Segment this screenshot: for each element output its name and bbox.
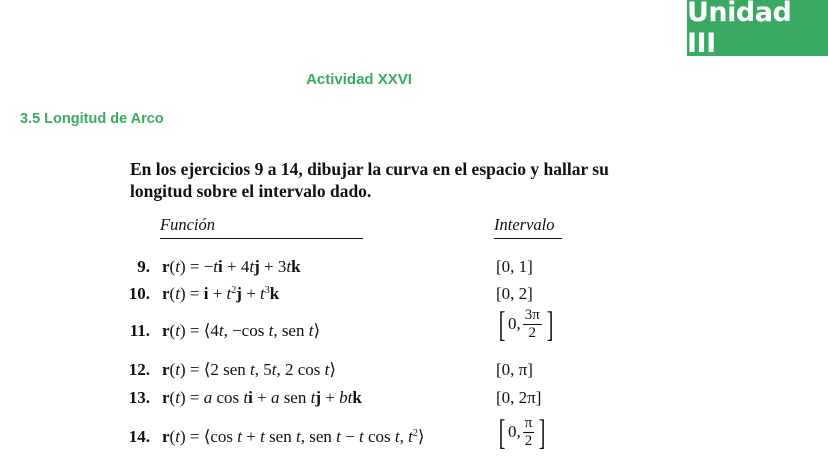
exercise-function: r(t) = −ti + 4tj + 3tk: [162, 257, 301, 276]
exercise-function: r(t) = ⟨cos t + t sen t, sen t − t cos t, $t^2⟩$: [162, 427, 425, 446]
section-title: 3.5 Longitud de Arco: [20, 111, 164, 127]
interval-denominator: 2: [524, 432, 533, 449]
exercise-interval: [ 0, $\frac{\pi}{2}$ ]: [498, 412, 546, 452]
exercise-number: 9.: [137, 257, 150, 276]
exercise-number: 13.: [128, 388, 150, 407]
interval-denominator: 2: [528, 324, 537, 341]
exercise-interval: [0, 2]: [496, 284, 533, 303]
exercise-function: r(t) = a cos ti + a sen tj + btk: [162, 388, 362, 407]
exercise-instructions: En los ejercicios 9 a 14, dibujar la curva en el espacio y hallar su longitud sobre el intervalo dado.: [130, 159, 609, 201]
exercise-function: $r(t) = i + t^2j + t^3k$: [162, 284, 280, 303]
unit-label: Unidad III: [687, 0, 792, 59]
exercise-number: 12.: [128, 360, 150, 379]
exercise-number: 11.: [129, 321, 150, 340]
exercise-interval: [ 0, $\frac{3\pi}{2}$ ]: [498, 304, 554, 344]
unit-badge: [687, 0, 828, 59]
exercise-function: r(t) = ⟨2 sen t, 5t, 2 cos t⟩: [162, 360, 337, 379]
interval-numerator: 3π: [524, 306, 540, 323]
exercise-interval: [0, 1]: [496, 257, 533, 276]
exercise-number: 10.: [128, 284, 150, 303]
activity-title: Actividad XXVI: [306, 71, 412, 88]
interval-numerator: π: [524, 414, 533, 431]
exercise-function: r(t) = ⟨4t, −cos t, sen t⟩: [162, 321, 321, 340]
exercise-interval: [0, 2π]: [496, 388, 542, 407]
exercise-interval: [0, π]: [496, 360, 533, 379]
function-column-header: Función: [160, 215, 363, 239]
exercise-number: 14.: [128, 427, 150, 446]
interval-column-header: Intervalo: [494, 215, 562, 239]
